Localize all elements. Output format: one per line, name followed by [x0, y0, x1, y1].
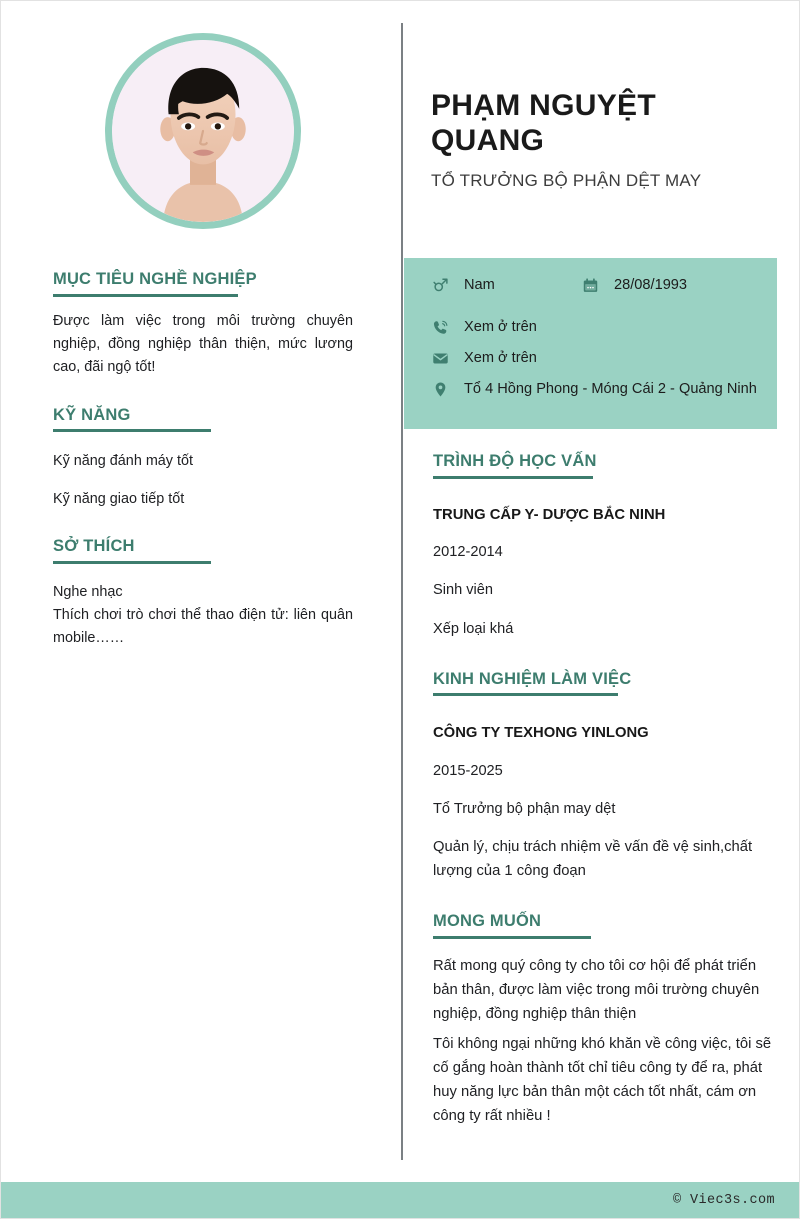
hobbies-heading-block — [53, 536, 353, 564]
contact-row-email — [432, 348, 761, 368]
education-heading: TRÌNH ĐỘ HỌC VẤN — [433, 452, 597, 470]
hobbies-heading: SỞ THÍCH — [53, 536, 135, 555]
contact-address-value: Tổ 4 Hồng Phong - Móng Cái 2 - Quảng Ninh — [464, 381, 757, 398]
contact-row-birthday — [582, 275, 687, 295]
goals-heading: MONG MUỐN — [433, 912, 542, 931]
calendar-icon — [582, 275, 604, 295]
experience-heading: KINH NGHIỆM LÀM VIỆC — [433, 669, 632, 688]
skills-heading: KỸ NĂNG — [53, 405, 131, 424]
list-item: Thích chơi trò chơi thể thao điện tử: liên quân mobile…… — [53, 606, 353, 647]
contact-phone-value: Xem ở trên — [464, 319, 537, 336]
education-heading-underline — [433, 476, 593, 479]
experience-company: CÔNG TY TEXHONG YINLONG — [433, 725, 649, 742]
footer-credit: © Viec3s.com — [672, 1192, 775, 1208]
contact-email-value: Xem ở trên — [464, 350, 537, 367]
experience-years: 2015-2025 — [433, 762, 503, 779]
contact-row-gender — [432, 275, 582, 295]
objective-heading-block — [53, 269, 353, 297]
goals-paragraph: Rất mong quý công ty cho tôi cơ hội để phát triển bản thân, được làm việc trong môi trường chuyên nghiệp, đồng nghiệp thân thiện — [433, 957, 760, 1022]
skills-heading-block — [53, 405, 353, 433]
contact-first-line — [432, 275, 761, 306]
envelope-icon — [432, 348, 454, 368]
avatar — [105, 33, 301, 229]
profile-photo-illustration — [112, 40, 294, 222]
footer-bar — [1, 1182, 800, 1218]
contact-row-phone — [432, 317, 761, 337]
right-column — [403, 1, 800, 1161]
goals-heading-underline — [433, 936, 591, 939]
education-status: Sinh viên — [433, 582, 494, 599]
skills-heading-underline — [53, 429, 211, 432]
location-pin-icon — [432, 379, 454, 399]
goals-paragraph: Tôi không ngại những khó khăn về công việc, tôi sẽ cố gắng hoàn thành tốt chỉ tiêu công ty để ra, phát huy năng lực bản thân một cách tốt nhất, cám ơn công ty rất nhiều ! — [433, 1035, 772, 1124]
gender-icon — [432, 275, 454, 295]
list-item: Kỹ năng đánh máy tốt — [53, 453, 193, 470]
education-school: TRUNG CẤP Y- DƯỢC BẮC NINH — [433, 506, 666, 523]
right-sections — [403, 441, 800, 1129]
experience-heading-underline — [433, 693, 618, 696]
education-grade: Xếp loại khá — [433, 620, 514, 637]
name-block — [403, 1, 800, 191]
contact-gender-value: Nam — [464, 277, 495, 293]
education-years: 2012-2014 — [433, 543, 503, 560]
experience-heading-block — [433, 669, 777, 697]
page-title: PHẠM NGUYỆT QUANG — [431, 89, 656, 157]
goals-heading-block — [433, 911, 777, 939]
education-heading-block — [433, 451, 777, 479]
experience-role: Tổ Trưởng bộ phận may dệt — [433, 801, 616, 817]
job-title: TỔ TRƯỞNG BỘ PHẬN DỆT MAY — [431, 171, 702, 190]
objective-text: Được làm việc trong môi trường chuyên nghiệp, đồng nghiệp thân thiện, mức lương cao, đãi ngộ tốt! — [53, 312, 353, 376]
phone-icon — [432, 317, 454, 337]
experience-description: Quản lý, chịu trách nhiệm về vấn đề vệ sinh,chất lượng của 1 công đoạn — [433, 839, 753, 880]
objective-heading-underline — [53, 294, 238, 297]
contact-birthday-value: 28/08/1993 — [614, 277, 688, 293]
contact-row-address — [432, 379, 761, 399]
list-item: Nghe nhạc — [53, 583, 123, 600]
objective-heading: MỤC TIÊU NGHỀ NGHIỆP — [53, 270, 257, 288]
contact-panel — [404, 258, 777, 429]
hobbies-heading-underline — [53, 561, 211, 564]
list-item: Kỹ năng giao tiếp tốt — [53, 490, 185, 507]
left-column — [1, 1, 401, 1161]
